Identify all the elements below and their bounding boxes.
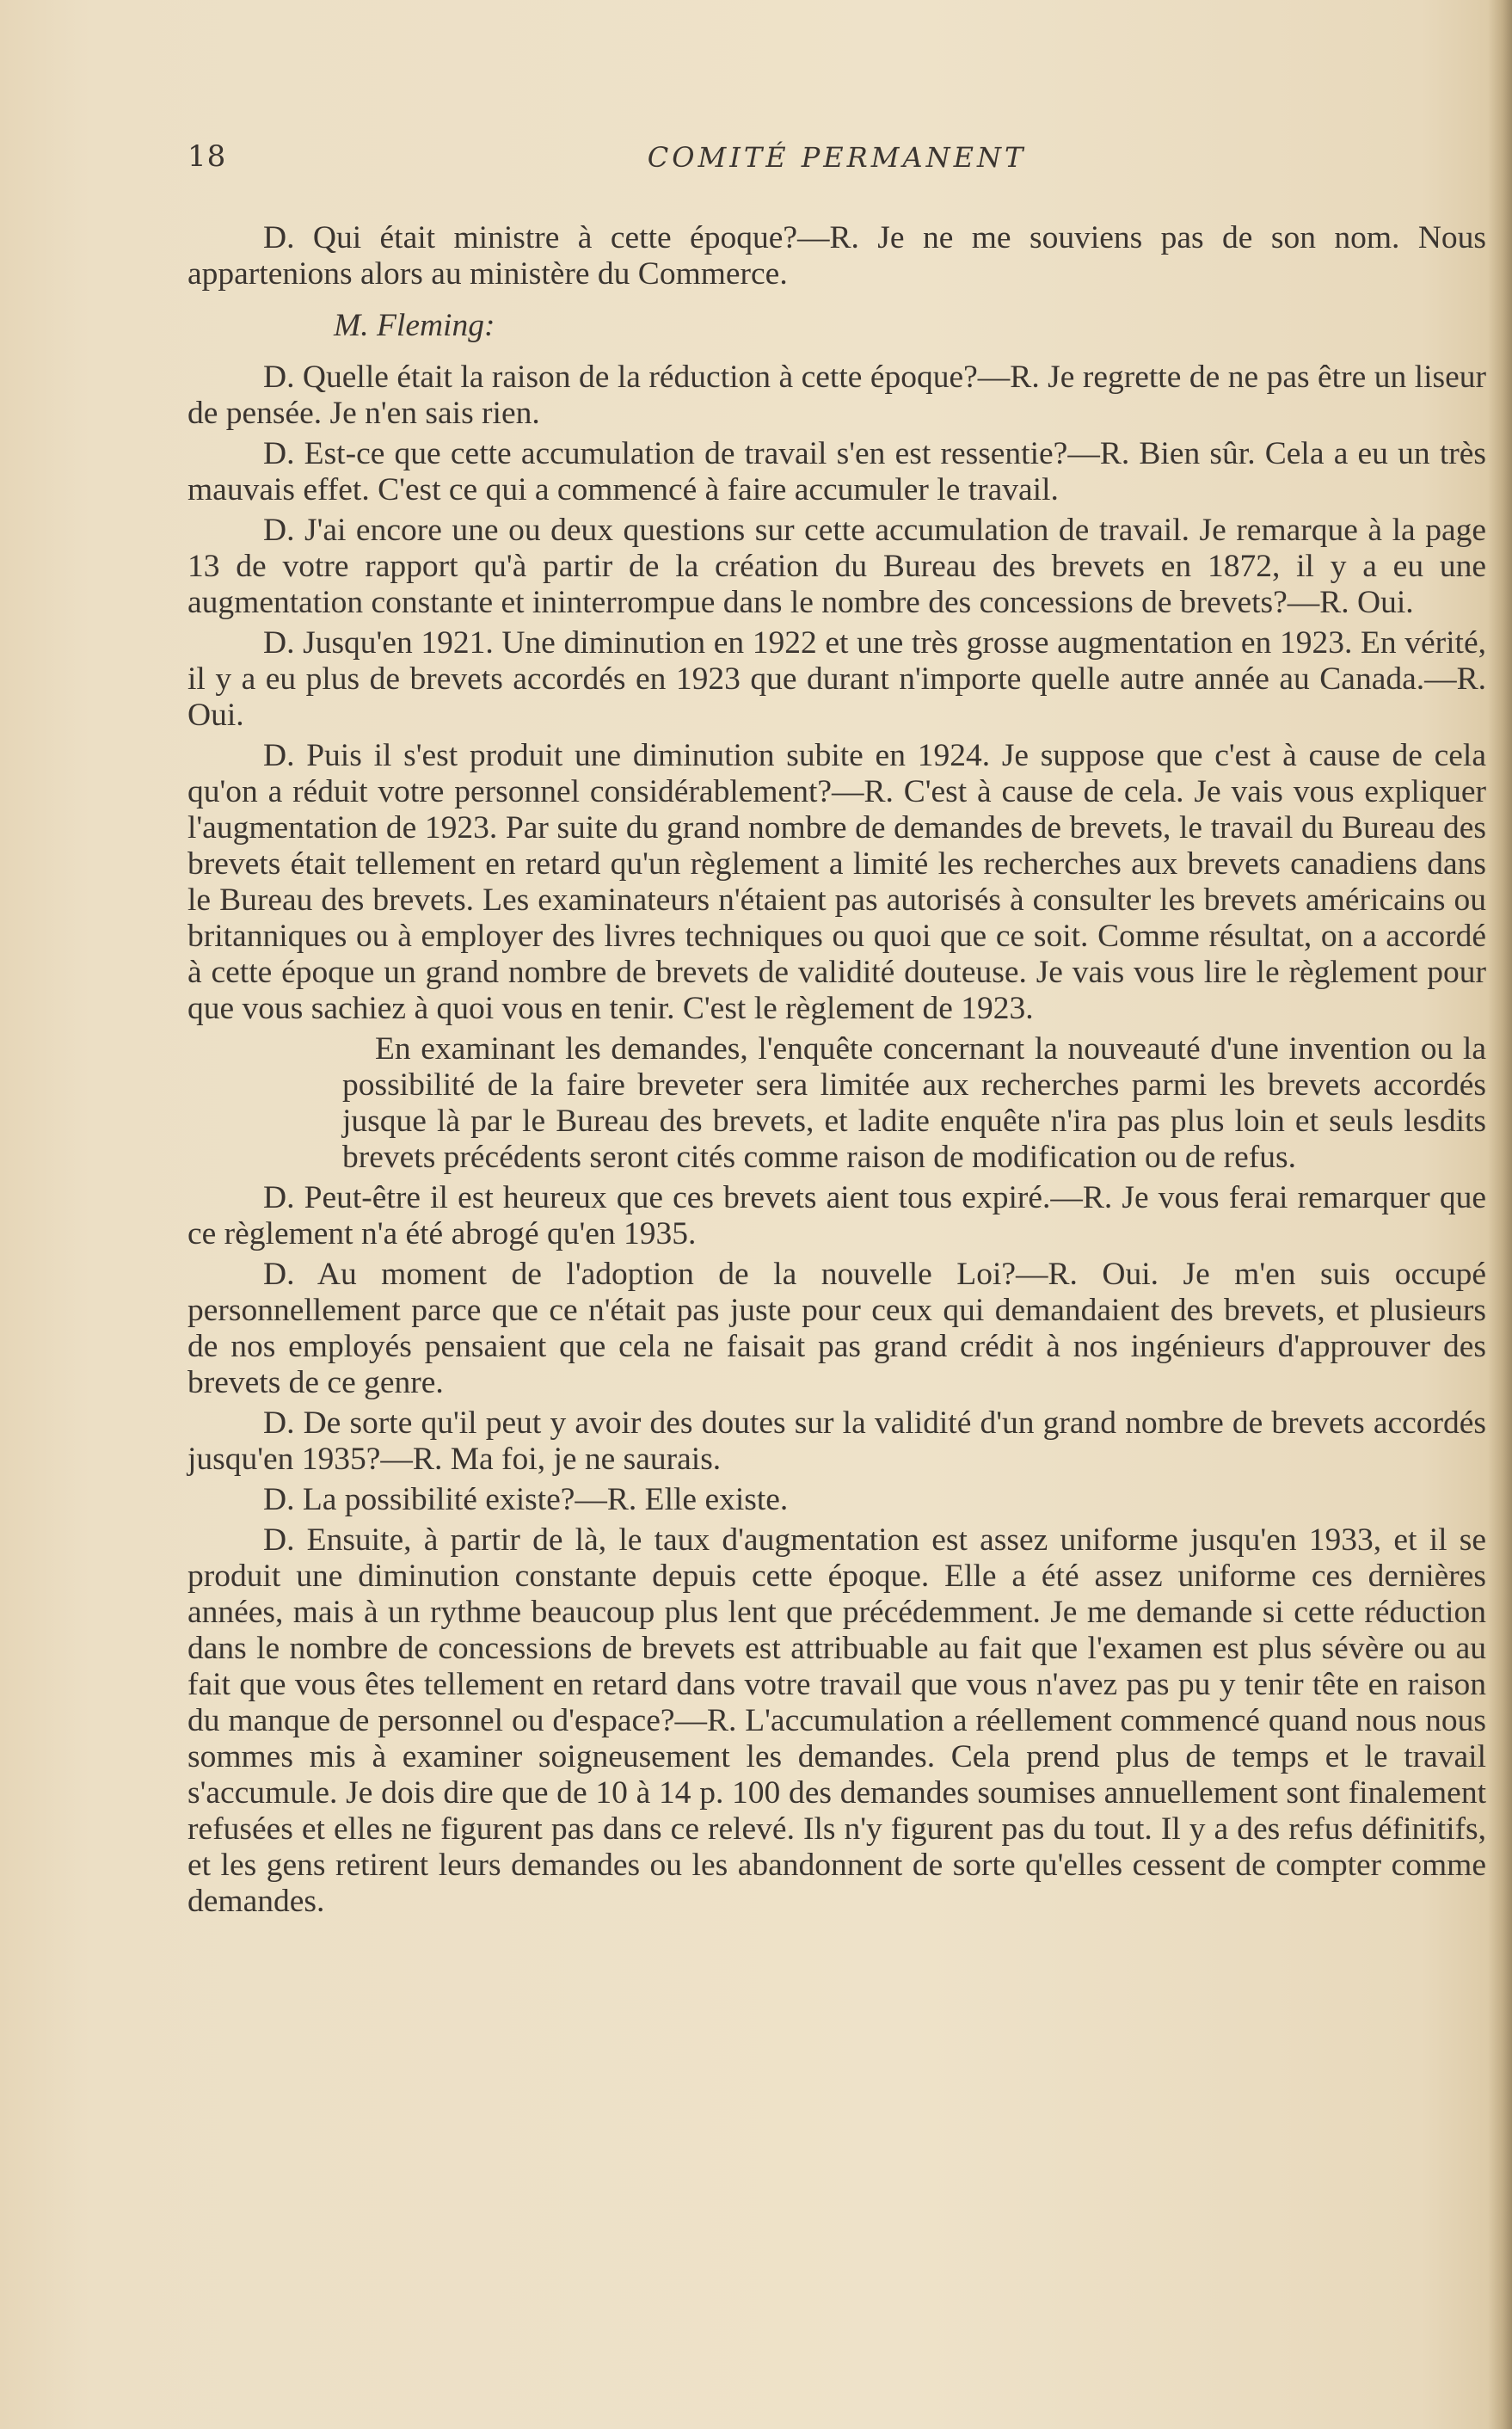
- paragraph: D. La possibilité existe?—R. Elle existe.: [263, 1482, 789, 1517]
- page-edge-shadow: [1488, 0, 1512, 2429]
- running-head-title: COMITÉ PERMANENT: [647, 141, 1027, 174]
- paragraph: D. J'ai encore une ou deux questions sur cette accumulation de travail. Je remarque à la page 13 de votre rapport qu'à partir de la création du Bureau des brevets en 1872, il y a eu une augmentation constante et ininterrompue dans le nombre des concessions de brevets?—R. Oui.: [187, 513, 1486, 620]
- quoted-regulation: En examinant les demandes, l'enquête concernant la nouveauté d'une invention ou la possibilité de la faire breveter sera limitée aux recherches parmi les brevets accordés jusque là par le Bureau des brevets, et ladite enquête n'ira pas plus loin et seuls lesdits brevets précédents seront cités comme raison de modification ou de refus.: [342, 1031, 1486, 1175]
- paragraph: D. Ensuite, à partir de là, le taux d'augmentation est assez uniforme jusqu'en 1933, et il se produit une diminution constante depuis cette époque. Elle a été assez uniforme ces dernières années, mais à un rythme beaucoup plus lent que précédemment. Je me demande si cette réduction dans le nombre de concessions de brevets est attribuable au fait que l'examen est plus sévère ou au fait que vous êtes tellement en retard dans votre travail que vous n'avez pas pu y tenir tête en raison du manque de personnel ou d'espace?—R. L'accumulation a réellement commencé quand nous nous sommes mis à examiner soigneusement les demandes. Cela prend plus de temps et le travail s'accumule. Je dois dire que de 10 à 14 p. 100 des demandes soumises annuellement sont finalement refusées et elles ne figurent pas dans ce relevé. Ils n'y figurent pas du tout. Il y a des refus définitifs, et les gens retirent leurs demandes ou les abandonnent de sorte qu'elles cessent de compter comme demandes.: [187, 1522, 1486, 1919]
- paragraph: D. Peut-être il est heureux que ces brevets aient tous expiré.—R. Je vous ferai remarquer que ce règlement n'a été abrogé qu'en 1935.: [187, 1180, 1486, 1251]
- speaker-label: M. Fleming:: [334, 308, 495, 343]
- paragraph: D. Est-ce que cette accumulation de travail s'en est ressentie?—R. Bien sûr. Cela a eu un très mauvais effet. C'est ce qui a commencé à faire accumuler le travail.: [187, 436, 1486, 507]
- paragraph: D. Au moment de l'adoption de la nouvelle Loi?—R. Oui. Je m'en suis occupé personnellement parce que ce n'était pas juste pour ceux qui demandaient des brevets, et plusieurs de nos employés pensaient que cela ne faisait pas grand crédit à nos ingénieurs d'approuver des brevets de ce genre.: [187, 1257, 1486, 1400]
- paragraph: D. Jusqu'en 1921. Une diminution en 1922 et une très grosse augmentation en 1923. En vérité, il y a eu plus de brevets accordés en 1923 que durant n'importe quelle autre année au Canada.—R. Oui.: [187, 625, 1486, 733]
- running-head: [187, 139, 1486, 182]
- page-number: 18: [187, 139, 227, 174]
- body-text: [187, 220, 1486, 1924]
- paragraph: D. Puis il s'est produit une diminution subite en 1924. Je suppose que c'est à cause de cela qu'on a réduit votre personnel considérablement?—R. C'est à cause de cela. Je vais vous expliquer l'augmentation de 1923. Par suite du grand nombre de demandes de brevets, le travail du Bureau des brevets était tellement en retard qu'un règlement a limité les recherches aux brevets canadiens dans le Bureau des brevets. Les examinateurs n'étaient pas autorisés à consulter les brevets américains ou britanniques ou à employer des livres techniques ou quoi que ce soit. Comme résultat, on a accordé à cette époque un grand nombre de brevets de validité douteuse. Je vais vous lire le règlement pour que vous sachiez à quoi vous en tenir. C'est le règlement de 1923.: [187, 738, 1486, 1026]
- paragraph: D. Qui était ministre à cette époque?—R. Je ne me souviens pas de son nom. Nous appartenions alors au ministère du Commerce.: [187, 220, 1486, 292]
- paragraph: D. Quelle était la raison de la réduction à cette époque?—R. Je regrette de ne pas être un liseur de pensée. Je n'en sais rien.: [187, 360, 1486, 431]
- paragraph: D. De sorte qu'il peut y avoir des doutes sur la validité d'un grand nombre de brevets accordés jusqu'en 1935?—R. Ma foi, je ne saurais.: [187, 1405, 1486, 1477]
